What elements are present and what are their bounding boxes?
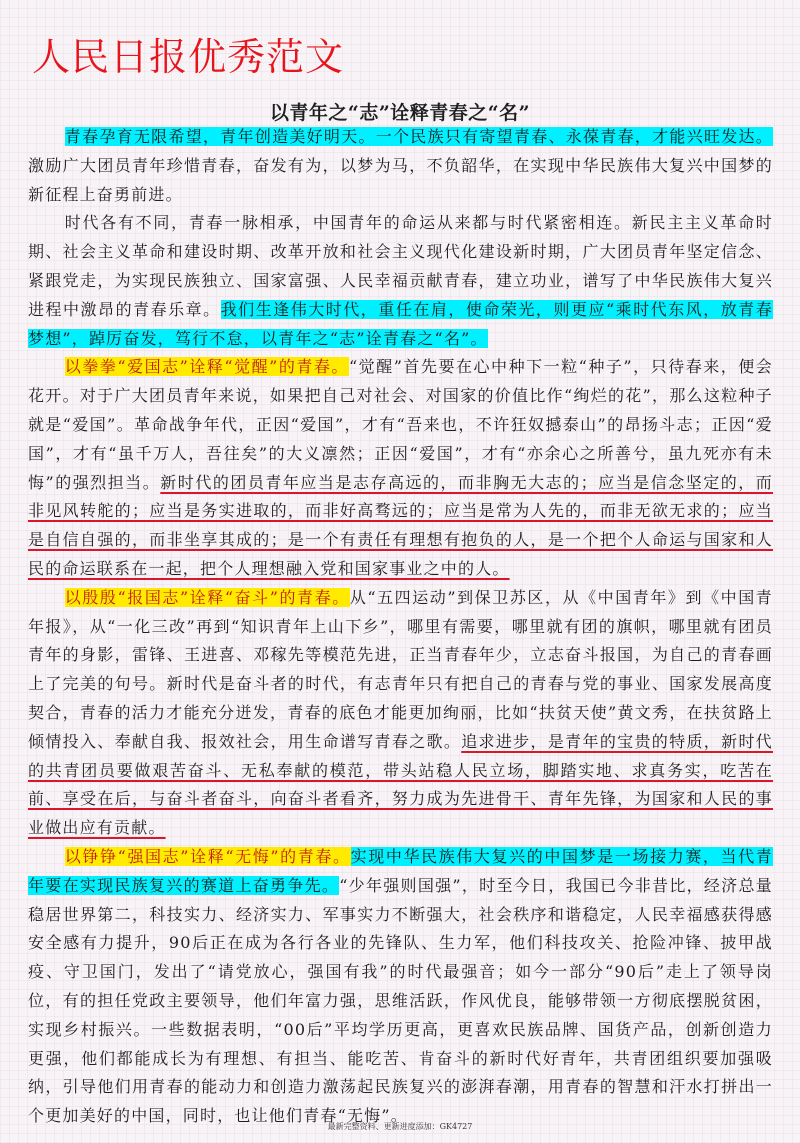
highlighted-sentence: 青春孕育无限希望，青年创造美好明天。一个民族只有寄望青春、永葆青春，才能兴旺发达。 [64,127,773,146]
underlined-passage: 新时代的团员青年应当是志存高远的，而非胸无大志的；应当是信念坚定的，而非见风转舵的；应当是务实进取的，而非好高骛远的；应当是常为人先的，而非无欲无求的；应当是自信自强的，而非坐享其成的；是一个有责任有理想有抱负的人，是一个把个人命运与国家和人民的命运联系在一起，把个人理想融入党和国家事业之中的人。 [28,472,773,578]
section-heading-strong-nation: 以铮铮“强国志”诠释“无悔”的青春。 [64,846,351,866]
paragraph-text: “觉醒”首先要在心中种下一粒“种子”，只待春来，便会花开。对于广大团员青年来说，如果把自己对社会、对国家的价值比作“绚烂的花”，那么这粒种子就是“爱国”。革命战争年代，正因“爱国”，才有“吾来也，不许狂奴撼泰山”的昂扬斗志；正因“爱国”，才有“虽千万人，吾往矣”的大义凛然；正因“爱国”，才有“亦余心之所善兮，虽九死亦有未悔”的强烈担当。 [28,357,774,492]
paragraph-text: 从“五四运动”到保卫苏区，从《中国青年》到《中国青年报》，从“一化三改”再到“知识青年上山下乡”，哪里有需要，哪里就有团的旗帜，哪里就有团员青年的身影，雷锋、王进喜、邓稼先等模范先进，正当青春年少，立志奋斗报国，为自己的青春画上了完美的句号。新时代是奋斗者的时代，有志青年只有把自己的青春与党的事业、国家发展高度契合，青春的活力才能充分迸发，青春的底色才能更加绚丽，比如“扶贫天使”黄文秀，在扶贫路上倾情投入、奉献自我、报效社会，用生命谱写青春之歌。 [28,587,773,751]
paragraph-4 [28,584,773,843]
paragraph-text: “少年强则国强”，时至今日，我国已今非昔比，经济总量稳居世界第二，科技实力、经济实力、军事实力不断强大，社会秩序和谐稳定，人民幸福感获得感安全感有力提升，90后正在成为各行各业的先锋队、生力军，他们科技攻关、抢险冲锋、披甲战疫、守卫国门，发出了“请党放心，强国有我”的时代最强音；如今一部分“90后”走上了领导岗位，有的担任党政主要领导，他们年富力强，思维活跃，作风优良，能够带领一方彻底摆脱贫困，实现乡村振兴。一些数据表明，“00后”平均学历更高，更喜欢民族品牌、国货产品，创新创造力更强，他们都能成长为有理想、有担当、能吃苦、肯奋斗的新时代好青年，共青团组织要加强吸纳，引导他们用青春的能动力和创造力激荡起民族复兴的澎湃春潮，用青春的智慧和汗水打拼出一个更加美好的中国，同时，也让他们青春“无悔”。 [28,875,773,1126]
article-body [28,123,773,1131]
paragraph-2 [28,209,773,353]
paragraph-1 [28,123,773,209]
paragraph-3 [28,353,773,583]
highlighted-sentence: 我们生逢伟大时代，重任在肩，使命荣光，则更应“乘时代东风，放青春梦想”，踔厉奋发，笃行不怠，以青年之“志”诠青春之“名”。 [28,299,773,348]
footer-note: 最新完整资料、更新进度添加：GK4727 [327,1122,473,1131]
page-header-title: 人民日报优秀范文 [32,35,345,79]
section-heading-patriotism: 以拳拳“爱国志”诠释“觉醒”的青春。 [64,357,349,377]
paragraph-text: 激励广大团员青年珍惜青春，奋发有为，以梦为马，不负韶华，在实现中华民族伟大复兴中国梦的新征程上奋勇前进。 [28,155,773,204]
underlined-passage: 追求进步，是青年的宝贵的特质，新时代的共青团员要做艰苦奋斗、无私奉献的模范，带头站稳人民立场，脚踏实地、求真务实，吃苦在前、享受在后，与奋斗者奋斗，向奋斗者看齐，努力成为先进骨干、青年先锋，为国家和人民的事业做出应有贡献。 [28,731,773,838]
paragraph-5 [28,843,773,1131]
article-title: 以青年之“志”诠释青春之“名” [269,102,531,124]
paragraph-text: 时代各有不同，青春一脉相承，中国青年的命运从来都与时代紧密相连。新民主主义革命时期、社会主义革命和建设时期、改革开放和社会主义现代化建设新时期，广大团员青年坚定信念、紧跟党走，为实现民族独立、国家富强、人民幸福贡献青春，建立功业，谱写了中华民族伟大复兴进程中激昂的青春乐章。 [28,213,773,319]
highlighted-sentence: 实现中华民族伟大复兴的中国梦是一场接力赛，当代青年要在实现民族复兴的赛道上奋勇争先。 [28,846,773,895]
section-heading-striving: 以殷殷“报国志”诠释“奋斗”的青春。 [64,587,350,607]
